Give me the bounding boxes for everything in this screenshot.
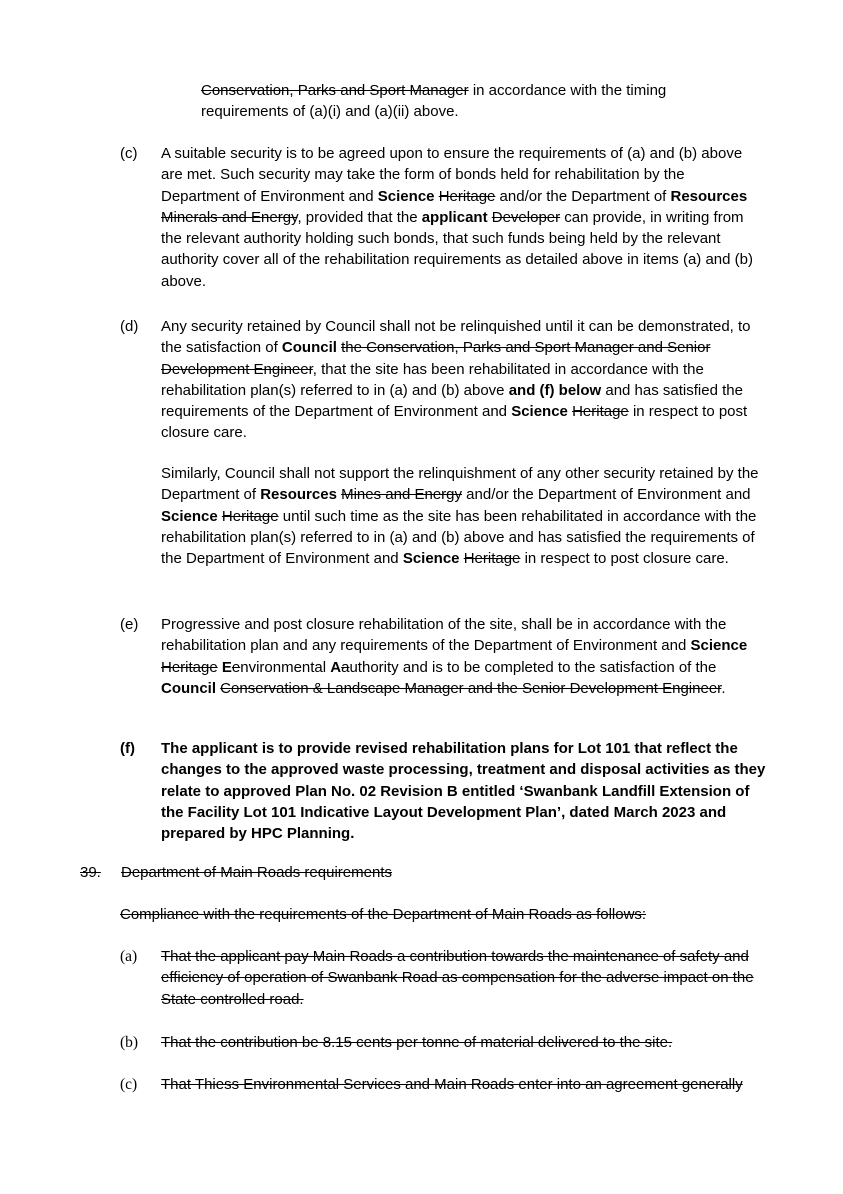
section-39-item-c: That Thiess Environmental Services and Main Roads enter into an agreement generally bbox=[161, 1076, 743, 1093]
section-39-heading bbox=[80, 862, 780, 883]
struck-text: Conservation, Parks and Sport Manager bbox=[201, 82, 469, 99]
section-39-item-label-c: (c) bbox=[120, 1076, 138, 1093]
continuation-paragraph bbox=[201, 80, 721, 123]
item-label-c: (c) bbox=[120, 145, 138, 162]
item-label-f: (f) bbox=[120, 740, 135, 757]
item-label-d: (d) bbox=[120, 318, 139, 335]
item-label-e: (e) bbox=[120, 616, 139, 633]
section-39-item-label-b: (b) bbox=[120, 1034, 139, 1051]
paragraph-text: in accordance with the timing requirements of (a)(i) and (a)(ii) above. bbox=[201, 82, 667, 121]
item-f-paragraph: The applicant is to provide revised rehabilitation plans for Lot 101 that reflect the changes to the approved waste processing, treatment and disposal activities as they relate to approved Plan No. 02 Revision B entitled ‘Swanbank Landfill Extension of the Facility Lot 101 Indicative Layout Development Plan’, dated March 2023 and prepared by HPC Planning. bbox=[161, 740, 766, 843]
section-39-item-b: That the contribution be 8.15 cents per tonne of material delivered to the site. bbox=[161, 1034, 673, 1051]
item-d-paragraph-1: Any security retained by Council shall not be relinquished until it can be demonstrated, to the satisfaction of Council the Conservation, Parks and Sport Manager and Senior Development Engineer, that the site has been rehabilitated in accordance with the rehabilitation plan(s) referred to in (a) and (b) above and (f) below and has satisfied the requirements of the Department of Environment and Science Heritage in respect to post closure care. bbox=[161, 318, 751, 442]
item-d-paragraph-2: Similarly, Council shall not support the relinquishment of any other security retained by the Department of Resources Mines and Energy and/or the Department of Environment and Science Heritage until such time as the site has been rehabilitated in accordance with the rehabilitation plan(s) referred to in (a) and (b) above and has satisfied the requirements of the Department of Environment and Science Heritage in respect to post closure care. bbox=[161, 465, 759, 568]
section-title: Department of Main Roads requirements bbox=[121, 864, 392, 881]
section-number: 39. bbox=[80, 864, 101, 881]
item-c-paragraph: A suitable security is to be agreed upon to ensure the requirements of (a) and (b) above are met. Such security may take the form of bonds held for rehabilitation by the Department of Environment and Science Heritage and/or the Department of Resources Minerals and Energy, provided that the applicant Developer can provide, in writing from the relevant authority holding such bonds, that such funds being held by the relevant authority cover all of the rehabilitation requirements as detailed above in items (a) and (b) above. bbox=[161, 145, 753, 290]
item-e-paragraph: Progressive and post closure rehabilitation of the site, shall be in accordance with the rehabilitation plan and any requirements of the Department of Environment and Science Heritage Eenvironmental Aauthority and is to be completed to the satisfaction of the Council Conservation & Landscape Manager and the Senior Development Engineer. bbox=[161, 616, 748, 697]
section-39-intro: Compliance with the requirements of the Department of Main Roads as follows: bbox=[120, 906, 647, 923]
section-39-item-a: That the applicant pay Main Roads a contribution towards the maintenance of safety and efficiency of operation of Swanbank Road as compensation for the adverse impact on the State controlled road. bbox=[161, 948, 754, 1008]
section-39-item-label-a: (a) bbox=[120, 948, 138, 965]
